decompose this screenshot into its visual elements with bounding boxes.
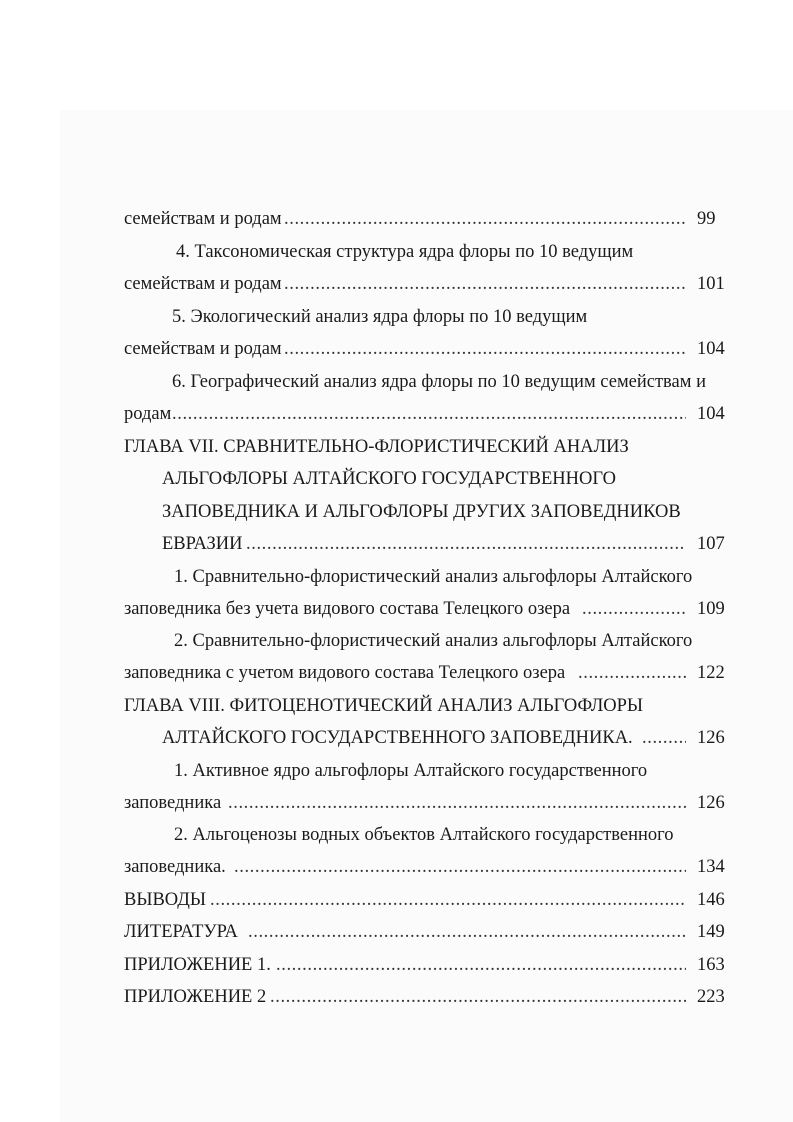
leader-dots: [234, 855, 686, 879]
leader-dots: [270, 985, 686, 1009]
toc-entry-text: 1. Сравнительно-флористический анализ альгофлоры Алтайского: [174, 567, 693, 587]
toc-entry-text: заповедника без учета видового состава Телецкого озера: [124, 599, 571, 619]
leader-dots: [284, 337, 686, 361]
toc-page-number: 149: [697, 922, 725, 942]
toc-page-number: 107: [697, 534, 725, 554]
chapter-heading: АЛТАЙСКОГО ГОСУДАРСТВЕННОГО ЗАПОВЕДНИКА.: [162, 728, 633, 748]
toc-entry-text: 4. Таксономическая структура ядра флоры по 10 ведущим: [176, 242, 634, 262]
toc-entry-text: ПРИЛОЖЕНИЕ 1.: [124, 955, 271, 975]
leader-dots: [284, 207, 686, 231]
toc-entry-text: ПРИЛОЖЕНИЕ 2: [124, 987, 267, 1007]
leader-dots: [582, 597, 686, 621]
toc-page-number: 109: [697, 599, 725, 619]
leader-dots: [172, 402, 686, 426]
toc-page-number: 99: [697, 209, 716, 229]
leader-dots: [246, 532, 686, 556]
chapter-heading: АЛЬГОФЛОРЫ АЛТАЙСКОГО ГОСУДАРСТВЕННОГО: [162, 469, 616, 489]
chapter-heading: ЗАПОВЕДНИКА И АЛЬГОФЛОРЫ ДРУГИХ ЗАПОВЕДНИКОВ: [162, 502, 681, 522]
toc-entry-text: 2. Сравнительно-флористический анализ альгофлоры Алтайского: [174, 631, 693, 651]
toc-entry-text: заповедника: [124, 793, 222, 813]
toc-page-number: 146: [697, 890, 725, 910]
toc-page-number: 223: [697, 987, 725, 1007]
leader-dots: [228, 791, 686, 815]
toc-entry-text: 1. Активное ядро альгофлоры Алтайского государственного: [174, 761, 648, 781]
toc-entry-text: заповедника с учетом видового состава Телецкого озера: [124, 663, 566, 683]
leader-dots: [210, 888, 686, 912]
toc-entry-text: родам: [124, 404, 172, 424]
toc-page-number: 134: [697, 857, 725, 877]
leader-dots: [284, 272, 686, 296]
toc-page-number: 101: [697, 274, 725, 294]
toc-entry-text: семействам и родам: [124, 274, 282, 294]
toc-entry-text: ВЫВОДЫ: [124, 890, 207, 910]
leader-dots: [248, 920, 686, 944]
toc-page-number: 126: [697, 793, 725, 813]
chapter-heading: ГЛАВА VIII. ФИТОЦЕНОТИЧЕСКИЙ АНАЛИЗ АЛЬГОФЛОРЫ: [124, 696, 644, 716]
toc-entry-text: 5. Экологический анализ ядра флоры по 10 ведущим: [172, 307, 588, 327]
leader-dots: [276, 953, 686, 977]
chapter-heading: ГЛАВА VII. СРАВНИТЕЛЬНО-ФЛОРИСТИЧЕСКИЙ АНАЛИЗ: [124, 437, 629, 457]
leader-dots: [578, 661, 686, 685]
toc-page-number: 104: [697, 404, 725, 424]
toc-entry-text: семействам и родам: [124, 209, 282, 229]
toc-page-number: 163: [697, 955, 725, 975]
leader-dots: [642, 726, 686, 750]
chapter-heading: ЕВРАЗИИ: [162, 534, 243, 554]
toc-entry-text: 6. Географический анализ ядра флоры по 10 ведущим семействам и: [172, 372, 706, 392]
toc-entry-text: семействам и родам: [124, 339, 282, 359]
toc-entry-text: ЛИТЕРАТУРА: [124, 922, 238, 942]
toc-page-number: 104: [697, 339, 725, 359]
toc-page-number: 122: [697, 663, 725, 683]
toc-entry-text: 2. Альгоценозы водных объектов Алтайского государственного: [174, 825, 674, 845]
toc-page-number: 126: [697, 728, 725, 748]
toc-entry-text: заповедника.: [124, 857, 226, 877]
